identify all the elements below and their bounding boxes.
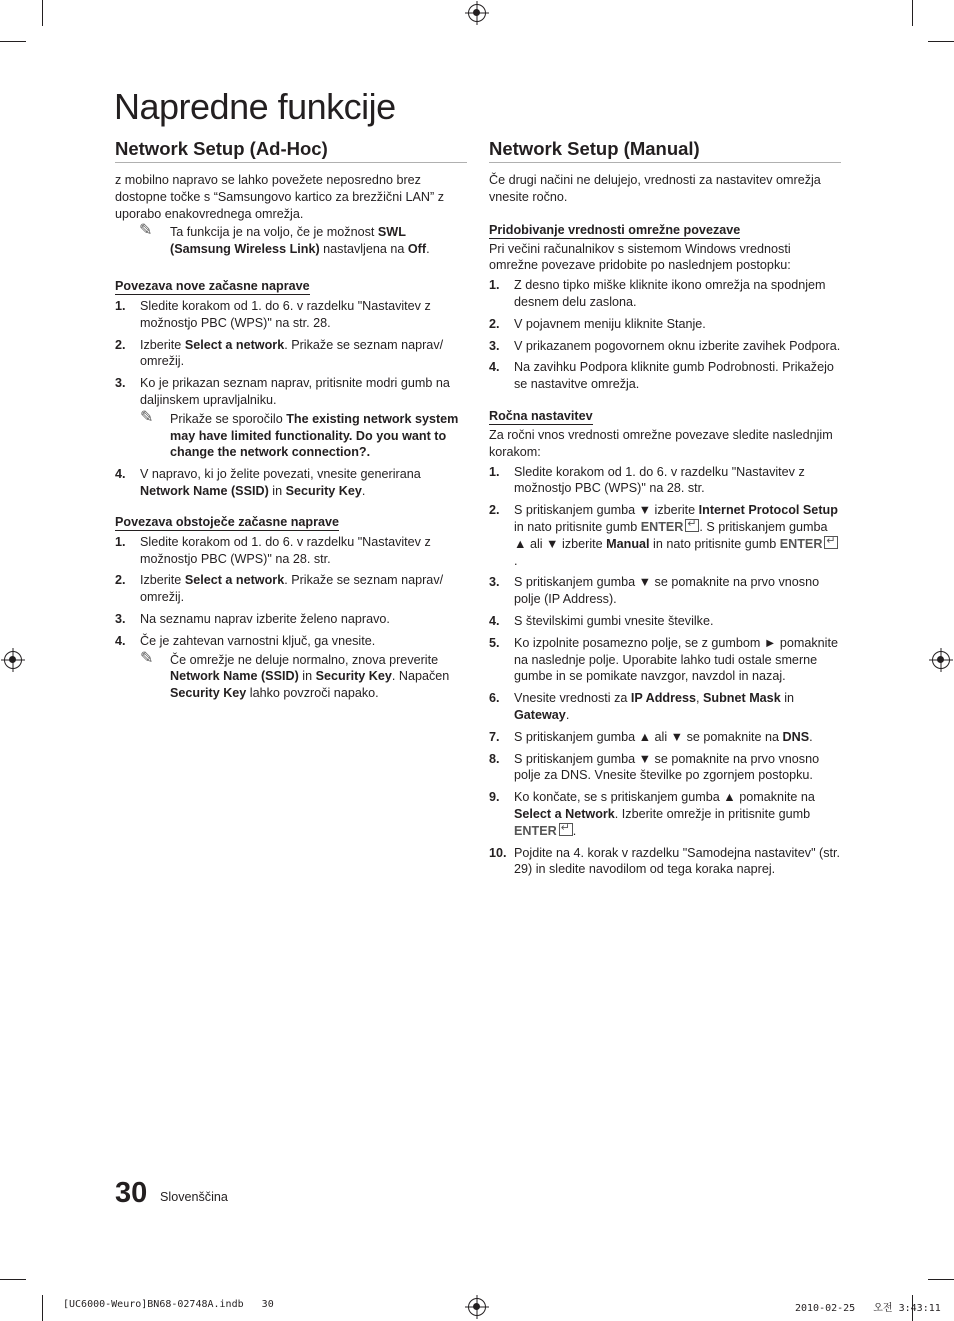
note-text: Prikaže se sporočilo <box>170 411 287 426</box>
step-text: V pojavnem meniju kliknite Stanje. <box>514 316 706 331</box>
section-heading-adhoc: Network Setup (Ad-Hoc) <box>115 138 467 163</box>
note-text: Če omrežje ne deluje normalno, znova preverite <box>170 652 439 667</box>
step-number: 10. <box>489 845 507 860</box>
step-text: . S pritiskanjem gumba ▲ ali ▼ izberite <box>514 519 828 551</box>
note-text: Ta funkcija je na voljo, če je možnost <box>170 225 378 240</box>
step-number: 1. <box>115 534 126 549</box>
steps-list <box>115 534 467 702</box>
steps-list <box>489 464 841 879</box>
enter-key-label: ENTER <box>779 536 823 551</box>
note-text: in <box>298 669 316 684</box>
right-column <box>489 138 841 883</box>
step-bold: Manual <box>606 536 650 551</box>
step-text: . Izberite omrežje in pritisnite gumb <box>614 806 811 821</box>
step-number: 6. <box>489 691 500 706</box>
list-item <box>489 789 841 839</box>
step-text: . <box>565 707 570 722</box>
registration-mark-icon <box>4 651 22 669</box>
step-number: 2. <box>115 337 126 352</box>
pencil-note-icon: ✎ <box>139 222 153 240</box>
step-text: Sledite korakom od 1. do 6. v razdelku "Nastavitev z možnostjo PBC (WPS)" na 28. str. <box>514 464 805 496</box>
step-text: Ko je prikazan seznam naprav, pritisnite modri gumb na daljinskem upravljalniku. <box>140 376 450 407</box>
note <box>140 408 467 461</box>
subheading-get-values: Pridobivanje vrednosti omrežne povezave <box>489 222 741 237</box>
sub-intro: Za ročni vnos vrednosti omrežne povezave sledite naslednjim korakom: <box>489 427 833 459</box>
list-item <box>489 464 841 498</box>
list-item <box>489 690 841 724</box>
step-text: Izberite <box>140 337 185 352</box>
list-item <box>115 466 467 500</box>
step-number: 1. <box>489 464 500 479</box>
step-text: . <box>361 483 366 498</box>
step-text: . Prikaže se seznam naprav/ omrežij. <box>140 337 444 369</box>
left-column <box>115 138 467 707</box>
step-number: 7. <box>489 729 500 744</box>
step-text: Ko izpolnite posamezno polje, se z gumbom ► pomaknite na naslednje polje. Uporabite lahko tudi ostale smerne gumbe in se pomikate navzgor, navzdol in nazaj. <box>514 635 838 684</box>
step-text: S številskimi gumbi vnesite številke. <box>514 613 714 628</box>
list-item <box>489 729 841 746</box>
subheading-manual-setup: Ročna nastavitev <box>489 408 593 423</box>
step-number: 3. <box>489 338 500 353</box>
step-number: 2. <box>489 316 500 331</box>
enter-key-label: ENTER <box>640 519 684 534</box>
list-item <box>489 502 841 569</box>
steps-list <box>489 277 841 393</box>
step-number: 3. <box>115 376 126 391</box>
step-bold: Network Name (SSID) <box>140 483 269 498</box>
registration-mark-icon <box>468 4 486 22</box>
step-text: in nato pritisnite gumb <box>514 519 641 534</box>
crop-mark <box>928 1279 954 1280</box>
note-bold: Security Key <box>315 669 392 684</box>
list-item <box>489 359 841 393</box>
step-text: V prikazanem pogovornem oknu izberite zavihek Podpora. <box>514 338 841 353</box>
list-item <box>489 277 841 311</box>
step-text: Sledite korakom od 1. do 6. v razdelku "Nastavitev z možnostjo PBC (WPS)" na 28. str. <box>140 534 431 566</box>
list-item <box>115 633 467 702</box>
section-heading-manual: Network Setup (Manual) <box>489 138 841 163</box>
step-text: in nato pritisnite gumb <box>649 536 780 551</box>
step-text: , <box>696 691 704 706</box>
page-number: 30 <box>115 1177 148 1209</box>
step-number: 2. <box>489 503 500 518</box>
step-text: S pritiskanjem gumba ▼ se pomaknite na prvo vnosno polje za DNS. Vnesite številke po zgornjem postopku. <box>514 751 820 783</box>
list-item <box>489 316 841 333</box>
list-item <box>115 298 467 332</box>
list-item <box>115 611 467 628</box>
sub-intro: Pri večini računalnikov s sistemom Windows vrednosti omrežne povezave pridobite po naslednjem postopku: <box>489 241 791 273</box>
note <box>140 649 467 702</box>
step-bold: DNS <box>782 729 810 744</box>
list-item <box>489 751 841 785</box>
crop-mark <box>912 0 913 26</box>
step-text: V napravo, ki jo želite povezati, vnesite generirana <box>140 467 421 482</box>
enter-key-icon <box>559 823 573 836</box>
note-text: . <box>426 242 430 257</box>
step-bold: Internet Protocol Setup <box>698 503 838 518</box>
list-item <box>489 635 841 685</box>
list-item <box>115 572 467 606</box>
list-item <box>115 534 467 568</box>
note <box>115 224 467 258</box>
step-number: 2. <box>115 573 126 588</box>
step-text: Izberite <box>140 573 185 588</box>
step-text: Z desno tipko miške kliknite ikono omrežja na spodnjem desnem delu zaslona. <box>514 278 826 309</box>
note-bold: SWL (Samsung Wireless Link) <box>170 225 406 257</box>
list-item <box>115 375 467 461</box>
list-item <box>489 613 841 630</box>
note-bold: Network Name (SSID) <box>170 669 299 684</box>
enter-key-label: ENTER <box>514 823 557 838</box>
step-text: Sledite korakom od 1. do 6. v razdelku "Nastavitev z možnostjo PBC (WPS)" na str. 28. <box>140 298 431 330</box>
note-text: lahko povzroči napako. <box>246 686 379 701</box>
list-item <box>489 338 841 355</box>
steps-list <box>115 298 467 500</box>
step-bold: Select a network <box>184 573 285 588</box>
intro-paragraph: Če drugi načini ne delujejo, vrednosti za nastavitev omrežja vnesite ročno. <box>489 173 821 204</box>
step-number: 4. <box>489 613 500 628</box>
note-text: nastavljena na <box>319 242 408 257</box>
step-number: 3. <box>489 575 500 590</box>
page-language: Slovenščina <box>160 1190 228 1204</box>
step-text: Pojdite na 4. korak v razdelku "Samodejna nastavitev" (str. 29) in sledite navodilom od tega koraka naprej. <box>514 845 841 877</box>
step-bold: Subnet Mask <box>703 691 781 706</box>
step-bold: IP Address <box>630 691 697 706</box>
step-text: Vnesite vrednosti za <box>514 691 631 706</box>
step-bold: Select a network <box>184 337 285 352</box>
note-bold: Off <box>407 242 427 257</box>
step-text: S pritiskanjem gumba ▲ ali ▼ se pomaknite na <box>514 729 783 744</box>
step-text: in <box>268 483 286 498</box>
step-text: . <box>572 823 577 838</box>
step-number: 9. <box>489 790 500 805</box>
step-text: in <box>780 691 795 706</box>
note-bold: Security Key <box>170 686 247 701</box>
note-text: . Napačen <box>391 669 450 684</box>
step-number: 5. <box>489 635 500 650</box>
step-number: 1. <box>489 278 500 293</box>
enter-key-icon <box>685 519 699 532</box>
step-text: . Prikaže se seznam naprav/ omrežij. <box>140 573 444 605</box>
step-number: 4. <box>489 360 500 375</box>
list-item <box>489 574 841 608</box>
intro-paragraph: z mobilno napravo se lahko povežete neposredno brez dostopne točke s “Samsungovo kartico za brezžični LAN” z uporabo enakovrednega omrežja. <box>115 173 444 221</box>
registration-mark-icon <box>468 1298 486 1316</box>
step-bold: Select a Network <box>514 806 615 821</box>
registration-mark-icon <box>932 651 950 669</box>
step-text: Na zavihku Podpora kliknite gumb Podrobnosti. Prikažejo se nastavitve omrežja. <box>514 360 834 392</box>
step-text: Če je zahtevan varnostni ključ, ga vnesite. <box>140 633 376 648</box>
pencil-note-icon: ✎ <box>140 649 154 667</box>
step-number: 4. <box>115 633 126 648</box>
step-text: S pritiskanjem gumba ▼ se pomaknite na prvo vnosno polje (IP Address). <box>514 575 820 607</box>
crop-mark <box>42 0 43 26</box>
step-number: 8. <box>489 751 500 766</box>
crop-mark <box>42 1295 43 1321</box>
subheading-existing-adhoc: Povezava obstoječe začasne naprave <box>115 514 340 529</box>
step-number: 1. <box>115 298 126 313</box>
crop-mark <box>0 1279 26 1280</box>
subheading-new-adhoc: Povezava nove začasne naprave <box>115 278 310 293</box>
step-text: S pritiskanjem gumba ▼ izberite <box>514 503 699 518</box>
enter-key-icon <box>824 536 838 549</box>
crop-mark <box>928 41 954 42</box>
step-text: . <box>809 729 813 744</box>
crop-mark <box>0 41 26 42</box>
list-item <box>115 337 467 371</box>
step-number: 3. <box>115 611 126 626</box>
print-slug-file: [UC6000-Weuro]BN68-02748A.indb 30 <box>63 1299 274 1310</box>
chapter-title: Napredne funkcije <box>114 86 396 127</box>
print-slug-date: 2010-02-25 오전 3:43:11 <box>795 1303 941 1314</box>
step-bold: Gateway <box>514 707 566 722</box>
step-text: Na seznamu naprav izberite želeno napravo. <box>140 611 390 626</box>
pencil-note-icon: ✎ <box>140 408 154 426</box>
step-text: Ko končate, se s pritiskanjem gumba ▲ pomaknite na <box>514 790 815 805</box>
list-item <box>489 845 841 879</box>
step-bold: Security Key <box>285 483 362 498</box>
step-text: . <box>514 553 518 568</box>
step-number: 4. <box>115 467 126 482</box>
note-bold: The existing network system may have limited functionality. Do you want to change the network connection?. <box>170 411 459 460</box>
